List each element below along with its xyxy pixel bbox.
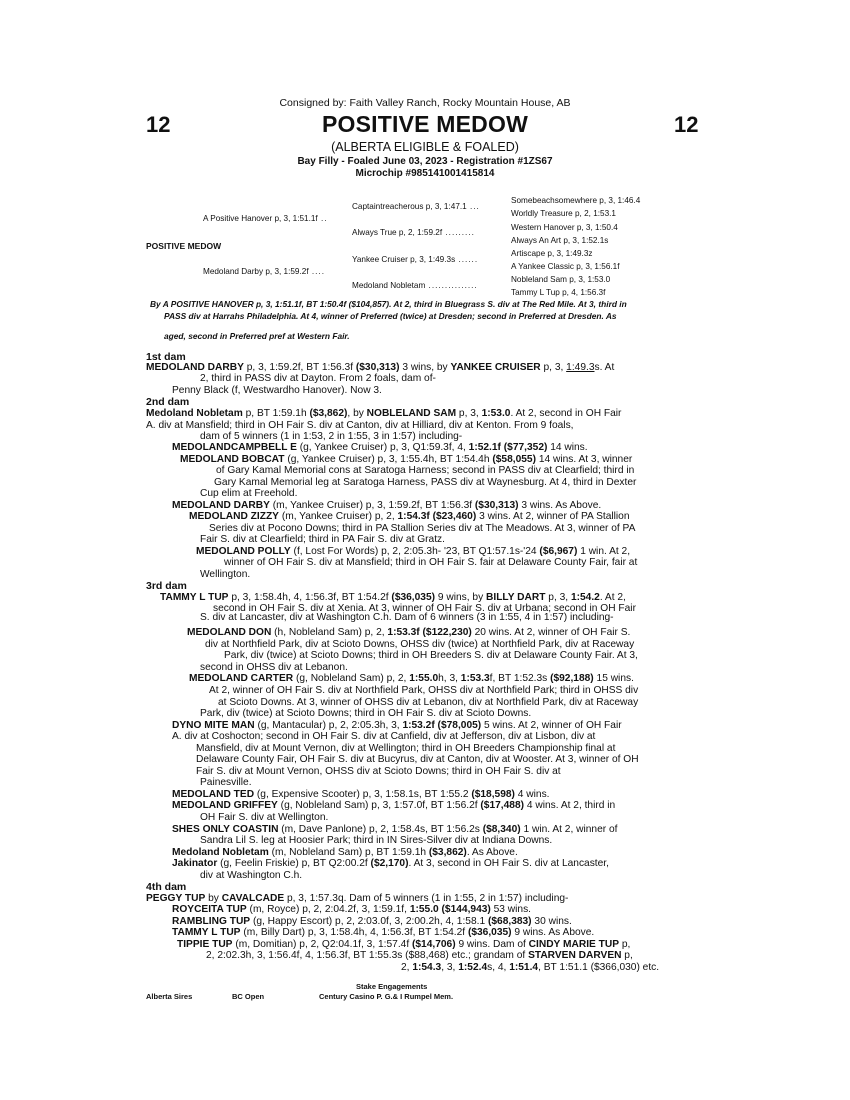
- stake-engagement-item: BC Open: [232, 992, 265, 1001]
- second-dam-heading: 2nd dam: [146, 396, 190, 408]
- produce-line: SHES ONLY COASTIN (m, Dave Panlone) p, 2, 1:58.4s, BT 1:56.2s ($8,340) 1 win. At 2, winner of: [172, 824, 618, 835]
- pedigree-dam: Medoland Darby p, 3, 1:59.2f ....: [203, 267, 325, 276]
- produce-line: Medoland Nobletam (m, Nobleland Sam) p, BT 1:59.1h ($3,862). As Above.: [172, 847, 518, 858]
- produce-line: DYNO MITE MAN (g, Mantacular) p, 2, 2:05.3h, 3, 1:53.2f ($78,005) 5 wins. At 2, winner of OH Fair: [172, 720, 622, 731]
- produce-text: Fair S. div at Clearfield; third in PA Fair S. div at Gratz.: [200, 534, 445, 545]
- produce-text: of Gary Kamal Memorial cons at Saratoga Harness; second in PASS div at Clearfield; third in: [216, 465, 635, 476]
- pedigree-ssd: Worldly Treasure p, 2, 1:53.1: [511, 209, 616, 218]
- pedigree-dss: Artiscape p, 3, 1:49.3z: [511, 249, 593, 258]
- consignor-line: Consigned by: Faith Valley Ranch, Rocky Mountain House, AB: [279, 97, 571, 109]
- sire-note-line1: By A POSITIVE HANOVER p, 3, 1:51.1f, BT 1:50.4f ($104,857). At 2, third in Bluegrass S. div at The Red Mile. At 3, third in: [150, 299, 627, 309]
- second-dam-text: A. div at Mansfield; third in OH Fair S. div at Canton, div at Hilliard, div at Kenton. From 9 foals,: [146, 420, 574, 431]
- first-dam-line: MEDOLAND DARBY p, 3, 1:59.2f, BT 1:56.3f ($30,313) 3 wins, by YANKEE CRUISER p, 3, 1:49.3s. At: [146, 362, 615, 373]
- pedigree-dd: Medoland Nobletam ...............: [352, 281, 478, 290]
- produce-text: At 2, winner of OH Fair S. div at Northfield Park, OHSS div at Northfield Park; third in OHSS div: [209, 685, 639, 696]
- pedigree-ds: Yankee Cruiser p, 3, 1:49.3s ......: [352, 255, 479, 264]
- pedigree-dsd: A Yankee Classic p, 3, 1:56.1f: [511, 262, 620, 271]
- second-dam-line: Medoland Nobletam p, BT 1:59.1h ($3,862), by NOBLELAND SAM p, 3, 1:53.0. At 2, second in OH Fair: [146, 408, 622, 419]
- pedigree-sd: Always True p, 2, 1:59.2f .........: [352, 228, 475, 237]
- pedigree-sds: Western Hanover p, 3, 1:50.4: [511, 223, 618, 232]
- produce-text: Wellington.: [200, 569, 251, 580]
- pedigree-ss: Captaintreacherous p, 3, 1:47.1 ...: [352, 202, 480, 211]
- produce-line: MEDOLANDCAMPBELL E (g, Yankee Cruiser) p, 3, Q1:59.3f, 4, 1:52.1f ($77,352) 14 wins.: [172, 442, 588, 453]
- produce-text: Gary Kamal Memorial leg at Saratoga Harness, PASS div at Waynesburg. At 4, third in Dexter: [214, 477, 637, 488]
- produce-text: 2, 2:02.3h, 3, 1:56.4f, 4, 1:56.3f, BT 1:55.3s ($88,468) etc.; grandam of STARVEN DARVEN p,: [206, 950, 633, 961]
- produce-line: MEDOLAND GRIFFEY (g, Nobleland Sam) p, 3, 1:57.0f, BT 1:56.2f ($17,488) 4 wins. At 2, third in: [172, 800, 616, 811]
- hip-number-left: 12: [146, 112, 171, 137]
- pedigree-ddd: Tammy L Tup p, 4, 1:56.3f: [511, 288, 606, 297]
- produce-text: Park, div (twice) at Scioto Downs; third in OH Fair S. div at Scioto Downs.: [200, 708, 532, 719]
- produce-line: MEDOLAND CARTER (g, Nobleland Sam) p, 2, 1:55.0h, 3, 1:53.3f, BT 1:52.3s ($92,188) 15 wins.: [189, 673, 634, 684]
- produce-text: winner of OH Fair S. div at Mansfield; third in OH Fair S. fair at Delaware County Fair, fair at: [224, 557, 638, 568]
- first-dam-heading: 1st dam: [146, 351, 186, 363]
- produce-line: MEDOLAND DON (h, Nobleland Sam) p, 2, 1:53.3f ($122,230) 20 wins. At 2, winner of OH Fair S.: [187, 627, 631, 638]
- microchip-line: Microchip #985141001415814: [355, 168, 495, 179]
- produce-line: MEDOLAND DARBY (m, Yankee Cruiser) p, 3, 1:59.2f, BT 1:56.3f ($30,313) 3 wins. As Above.: [172, 500, 602, 511]
- produce-text: Sandra Lil S. leg at Hoosier Park; third in IN Sires-Silver div at Indiana Downs.: [200, 835, 553, 846]
- produce-text: second in OHSS div at Lebanon.: [200, 662, 348, 673]
- third-dam-heading: 3rd dam: [146, 580, 187, 592]
- eligibility-line: (ALBERTA ELIGIBLE & FOALED): [331, 140, 519, 154]
- pedigree-horse: POSITIVE MEDOW: [146, 241, 222, 251]
- sire-note-line3: aged, second in Preferred pref at Western Fair.: [164, 331, 350, 341]
- pedigree-sss: Somebeachsomewhere p, 3, 1:46.4: [511, 196, 641, 205]
- produce-text: Park, div (twice) at Scioto Downs; third in OH Breeders S. div at Delaware County Fair. At 3,: [224, 650, 638, 661]
- produce-text: Mansfield, div at Mount Vernon, div at Wellington; third in OH Breeders Championship final at: [196, 743, 616, 754]
- third-dam-text: S. div at Lancaster, div at Washington C.h. Dam of 6 winners (3 in 1:55, 4 in 1:57) including-: [200, 612, 614, 623]
- stake-engagement-item: Alberta Sires: [146, 992, 193, 1001]
- produce-text: OH Fair S. div at Wellington.: [200, 812, 329, 823]
- produce-text: Painesville.: [200, 777, 252, 788]
- produce-text: 2, 1:54.3, 3, 1:52.4s, 4, 1:51.4, BT 1:51.1 ($366,030) etc.: [401, 962, 660, 973]
- fourth-dam-line: PEGGY TUP by CAVALCADE p, 3, 1:57.3q. Dam of 5 winners (1 in 1:55, 2 in 1:57) including-: [146, 893, 569, 904]
- hip-number-right: 12: [674, 112, 699, 137]
- stake-engagements-title: Stake Engagements: [356, 982, 428, 991]
- produce-line: Jakinator (g, Feelin Friskie) p, BT Q2:00.2f ($2,170). At 3, second in OH Fair S. div at Lancaster,: [172, 858, 609, 869]
- produce-line: MEDOLAND POLLY (f, Lost For Words) p, 2, 2:05.3h- '23, BT Q1:57.1s-'24 ($6,967) 1 win. At 2,: [196, 546, 631, 557]
- produce-line: TAMMY L TUP (m, Billy Dart) p, 3, 1:58.4h, 4, 1:56.3f, BT 1:54.2f ($36,035) 9 wins. As Above.: [172, 927, 595, 938]
- produce-line: RAMBLING TUP (g, Happy Escort) p, 2, 2:03.0f, 3, 2:00.2h, 4, 1:58.1 ($68,383) 30 wins.: [172, 916, 572, 927]
- third-dam-line: TAMMY L TUP p, 3, 1:58.4h, 4, 1:56.3f, BT 1:54.2f ($36,035) 9 wins, by BILLY DART p, 3, 1:54.2. At 2,: [160, 592, 626, 603]
- pedigree-sdd: Always An Art p, 3, 1:52.1s: [511, 236, 609, 245]
- produce-text: div at Washington C.h.: [200, 870, 303, 881]
- produce-text: Cup elim at Freehold.: [200, 488, 298, 499]
- first-dam-text: 2, third in PASS div at Dayton. From 2 foals, dam of-: [200, 373, 436, 384]
- produce-text: Fair S. div at Mount Vernon, OHSS div at Scioto Downs; third in OH Fair S. div at: [196, 766, 561, 777]
- produce-line: ROYCEITA TUP (m, Royce) p, 2, 2:04.2f, 3, 1:59.1f, 1:55.0 ($144,943) 53 wins.: [172, 904, 532, 915]
- produce-text: Delaware County Fair, OH Fair S. div at Bucyrus, div at Canton, div at Wooster. At 3, winner of OH: [196, 754, 639, 765]
- produce-line: MEDOLAND ZIZZY (m, Yankee Cruiser) p, 2, 1:54.3f ($23,460) 3 wins. At 2, winner of PA Stallion: [189, 511, 630, 522]
- first-dam-produce: Penny Black (f, Westwardho Hanover). Now 3.: [172, 385, 382, 396]
- produce-line: TIPPIE TUP (m, Domitian) p, 2, Q2:04.1f, 3, 1:57.4f ($14,706) 9 wins. Dam of CINDY MARIE TUP p,: [177, 939, 631, 950]
- produce-line: MEDOLAND BOBCAT (g, Yankee Cruiser) p, 3, 1:55.4h, BT 1:54.4h ($58,055) 14 wins. At 3, winner: [180, 454, 633, 465]
- produce-text: A. div at Coshocton; second in OH Fair S. div at Canfield, div at Jefferson, div at Lisbon, div at: [172, 731, 596, 742]
- fourth-dam-heading: 4th dam: [146, 881, 187, 893]
- pedigree-dds: Nobleland Sam p, 3, 1:53.0: [511, 275, 611, 284]
- produce-text: at Scioto Downs. At 3, winner of OHSS div at Lebanon, div at Northfield Park, div at Raceway: [218, 697, 639, 708]
- stake-engagement-item: Century Casino P. G.& I Rumpel Mem.: [319, 992, 454, 1001]
- produce-line: MEDOLAND TED (g, Expensive Scooter) p, 3, 1:58.1s, BT 1:55.2 ($18,598) 4 wins.: [172, 789, 550, 800]
- third-dam-text: second in OH Fair S. div at Xenia. At 3, winner of OH Fair S. div at Urbana; second in OH Fair: [213, 603, 636, 614]
- produce-text: Series div at Pocono Downs; third in PA Stallion Series div at The Meadows. At 3, winner of PA: [209, 523, 636, 534]
- pedigree-sire: A Positive Hanover p, 3, 1:51.1f ..: [203, 214, 328, 223]
- horse-description: Bay Filly - Foaled June 03, 2023 - Registration #1ZS67: [297, 156, 553, 167]
- horse-name-title: POSITIVE MEDOW: [322, 111, 528, 137]
- second-dam-text: dam of 5 winners (1 in 1:53, 2 in 1:55, 3 in 1:57) including-: [200, 431, 463, 442]
- produce-text: div at Northfield Park, div at Scioto Downs, OHSS div (twice) at Northfield Park, div at Raceway: [205, 639, 635, 650]
- sire-note-line2: PASS div at Harrahs Philadelphia. At 4, winner of Preferred (twice) at Dresden; second in Preferred at Dresden. As: [164, 311, 617, 321]
